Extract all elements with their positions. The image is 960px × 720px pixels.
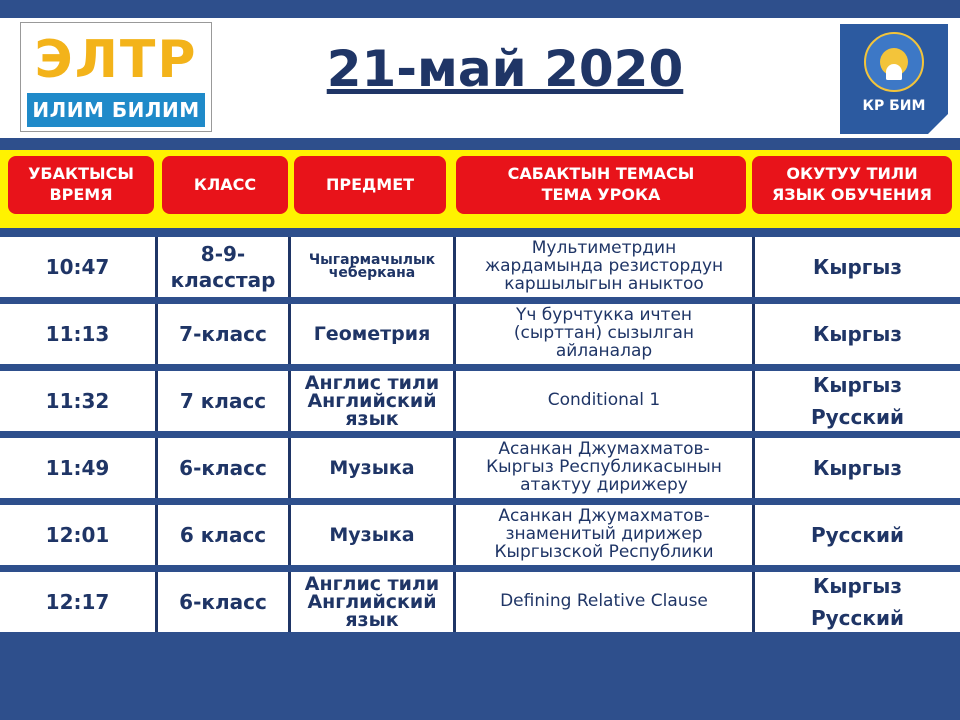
- table-row: [0, 237, 960, 297]
- time-cell: 12:01: [45, 523, 110, 547]
- topic-cell: Үч бурчтукка ичтен (сырттан) сызылган айланалар: [513, 305, 695, 361]
- column-header-time: УБАКТЫСЫ ВРЕМЯ: [8, 156, 154, 214]
- column-header-topic: САБАКТЫН ТЕМАСЫ ТЕМА УРОКА: [456, 156, 746, 214]
- column-header-class: КЛАСС: [162, 156, 288, 214]
- class-cell: 8-9- класстар: [170, 242, 276, 292]
- subject-cell: Чыгармачылык чеберкана: [308, 251, 436, 281]
- table-row: [0, 371, 960, 431]
- logo-wordmark: ЭЛТР: [34, 30, 198, 90]
- subject-cell: Музыка: [329, 456, 415, 479]
- time-cell: 11:32: [45, 389, 110, 413]
- topic-cell: Асанкан Джумахматов- знаменитый дирижер Кыргызской Республики: [494, 506, 714, 562]
- kr-bim-logo: [840, 24, 948, 134]
- column-header-language: ОКУТУУ ТИЛИ ЯЗЫК ОБУЧЕНИЯ: [752, 156, 952, 214]
- language-cell: Кыргыз: [813, 255, 902, 279]
- subject-cell: Англис тили Английский язык: [304, 572, 440, 632]
- class-cell: 6 класс: [179, 523, 267, 547]
- class-cell: 6-класс: [179, 456, 267, 480]
- time-cell: 12:17: [45, 590, 110, 614]
- table-header: [0, 150, 960, 228]
- table-row: [0, 505, 960, 565]
- language-cell: Русский: [810, 523, 904, 547]
- table-row: [0, 438, 960, 498]
- topic-cell: Асанкан Джумахматов- Кыргыз Республикасынын атактуу дирижеру: [486, 439, 722, 495]
- top-bar: [0, 0, 960, 18]
- time-cell: 11:13: [45, 322, 110, 346]
- emblem-icon: [864, 32, 924, 92]
- language-cell: Кыргыз: [813, 456, 902, 480]
- language-cell: Кыргыз Русский: [810, 373, 904, 429]
- topic-cell: Мультиметрдин жардамында резистордун каршылыгын аныктоо: [484, 238, 724, 294]
- class-cell: 7 класс: [179, 389, 267, 413]
- subject-cell: Музыка: [329, 523, 415, 546]
- kr-bim-label: КР БИМ: [862, 98, 926, 114]
- subject-cell: Англис тили Английский язык: [304, 371, 440, 431]
- eltr-logo: [20, 22, 212, 132]
- topic-cell: Defining Relative Clause: [500, 591, 708, 612]
- language-cell: Кыргыз Русский: [810, 574, 904, 630]
- column-header-subject: ПРЕДМЕТ: [294, 156, 446, 214]
- logo-subtitle: ИЛИМ БИЛИМ: [27, 93, 205, 127]
- time-cell: 11:49: [45, 456, 110, 480]
- topic-cell: Conditional 1: [547, 390, 661, 411]
- time-cell: 10:47: [45, 255, 110, 279]
- page-title: 21-май 2020: [326, 40, 684, 98]
- table-row: [0, 304, 960, 364]
- class-cell: 7-класс: [179, 322, 267, 346]
- subject-cell: Геометрия: [313, 322, 431, 345]
- table-row: [0, 572, 960, 632]
- class-cell: 6-класс: [179, 590, 267, 614]
- language-cell: Кыргыз: [813, 322, 902, 346]
